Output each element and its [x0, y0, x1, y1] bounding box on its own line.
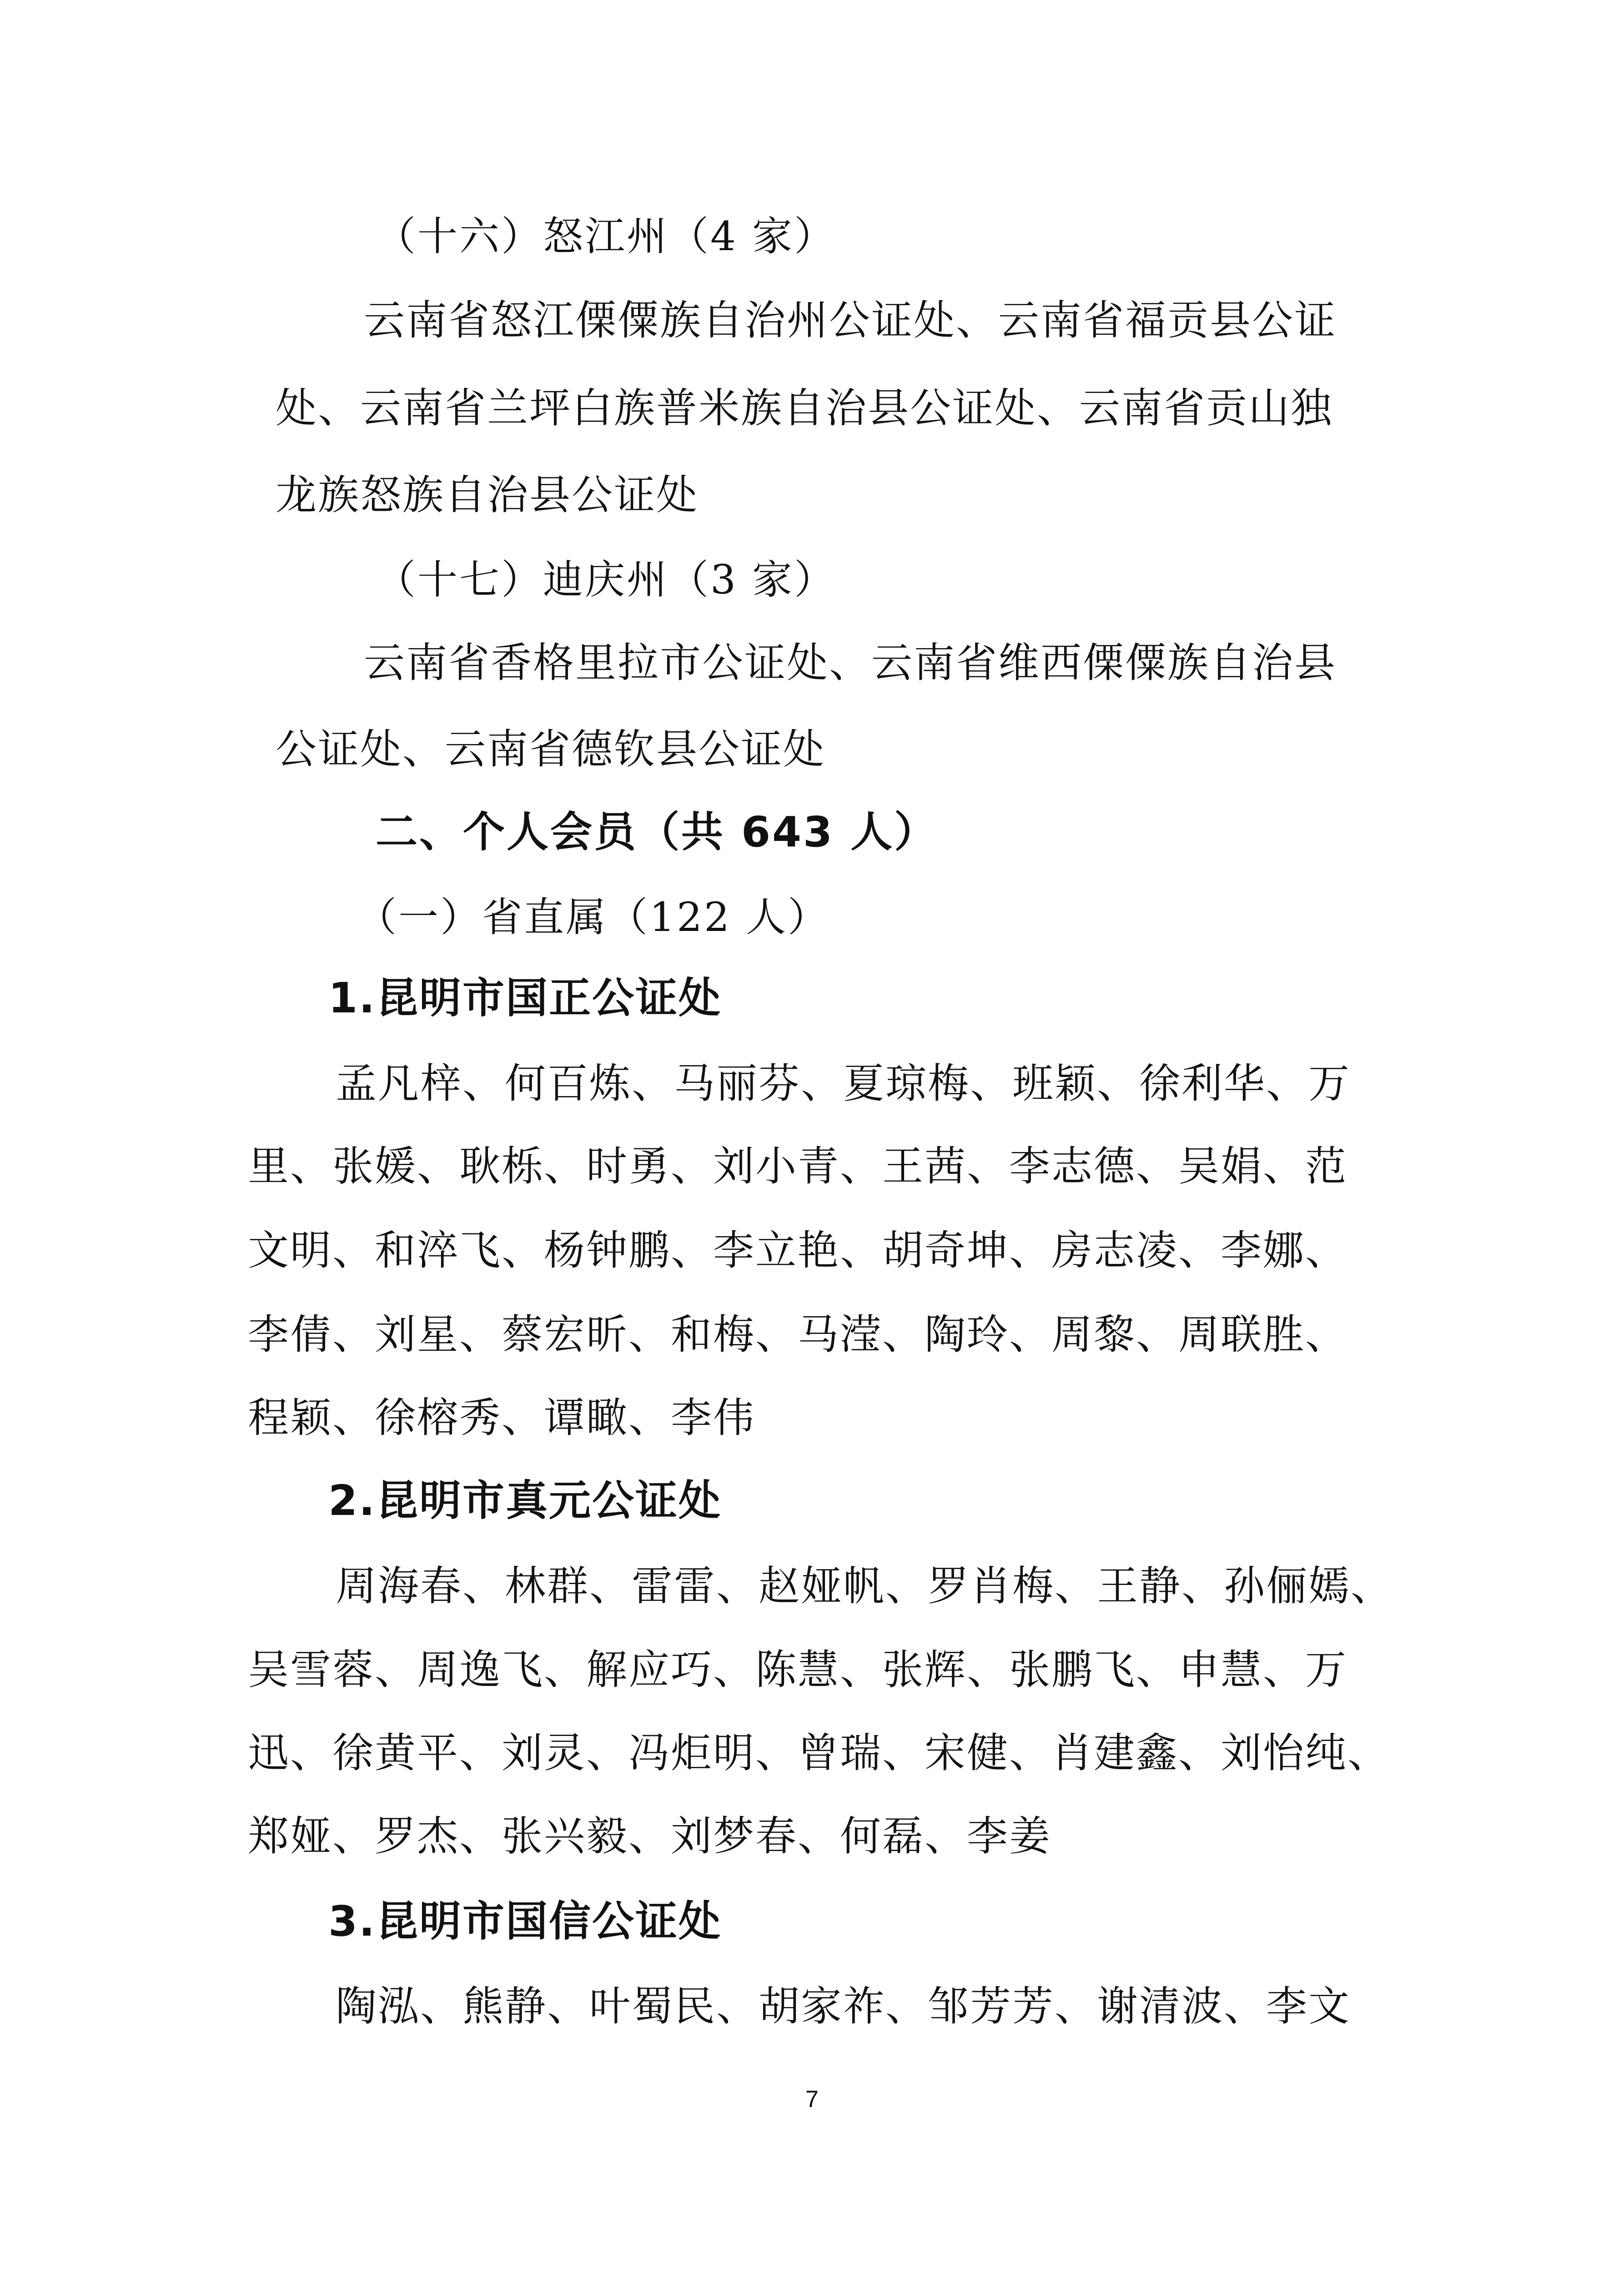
member-line: 文明、和淬飞、杨钟鹏、李立艳、胡奇坤、房志凌、李娜、: [248, 1227, 1347, 1274]
member-line: 周海春、林群、雷雷、赵娅帆、罗肖梅、王静、孙俪嫣、: [336, 1562, 1393, 1610]
member-line: 程颖、徐榕秀、谭瞰、李伟: [248, 1394, 755, 1442]
member-line: 李倩、刘星、蔡宏昕、和梅、马滢、陶玲、周黎、周联胜、: [248, 1311, 1347, 1358]
body-line: 云南省香格里拉市公证处、云南省维西傈僳族自治县: [364, 639, 1337, 687]
member-line: 孟凡梓、何百炼、马丽芬、夏琼梅、班颖、徐利华、万: [336, 1060, 1351, 1107]
body-line: 处、云南省兰坪白族普米族自治县公证处、云南省贡山独: [276, 384, 1333, 432]
group-title-zhenyuan: 2.昆明市真元公证处: [328, 1476, 722, 1525]
group-title-guoxin: 3.昆明市国信公证处: [328, 1897, 722, 1946]
provincial-direct-title: （一）省直属（122 人）: [357, 894, 830, 941]
individual-members-heading: 二、个人会员（共 643 人）: [376, 808, 938, 856]
member-line: 郑娅、罗杰、张兴毅、刘梦春、何磊、李姜: [248, 1812, 1051, 1860]
page-number: 7: [805, 2086, 819, 2113]
body-line: 龙族怒族自治县公证处: [276, 471, 699, 519]
section-title-nujiang: （十六）怒江州（4 家）: [376, 213, 836, 260]
member-line: 陶泓、熊静、叶蜀民、胡家祚、邹芳芳、谢清波、李文: [336, 1982, 1351, 2030]
member-line: 里、张媛、耿栎、时勇、刘小青、王茜、李志德、吴娟、范: [248, 1142, 1347, 1190]
group-title-guozheng: 1.昆明市国正公证处: [328, 974, 722, 1022]
body-line: 云南省怒江傈僳族自治州公证处、云南省福贡县公证: [364, 297, 1337, 344]
member-line: 吴雪蓉、周逸飞、解应巧、陈慧、张辉、张鹏飞、申慧、万: [248, 1646, 1347, 1694]
body-line: 公证处、云南省德钦县公证处: [276, 725, 825, 773]
member-line: 迅、徐黄平、刘灵、冯炬明、曾瑞、宋健、肖建鑫、刘怡纯、: [248, 1729, 1390, 1777]
section-title-diqing: （十七）迪庆州（3 家）: [376, 556, 836, 603]
